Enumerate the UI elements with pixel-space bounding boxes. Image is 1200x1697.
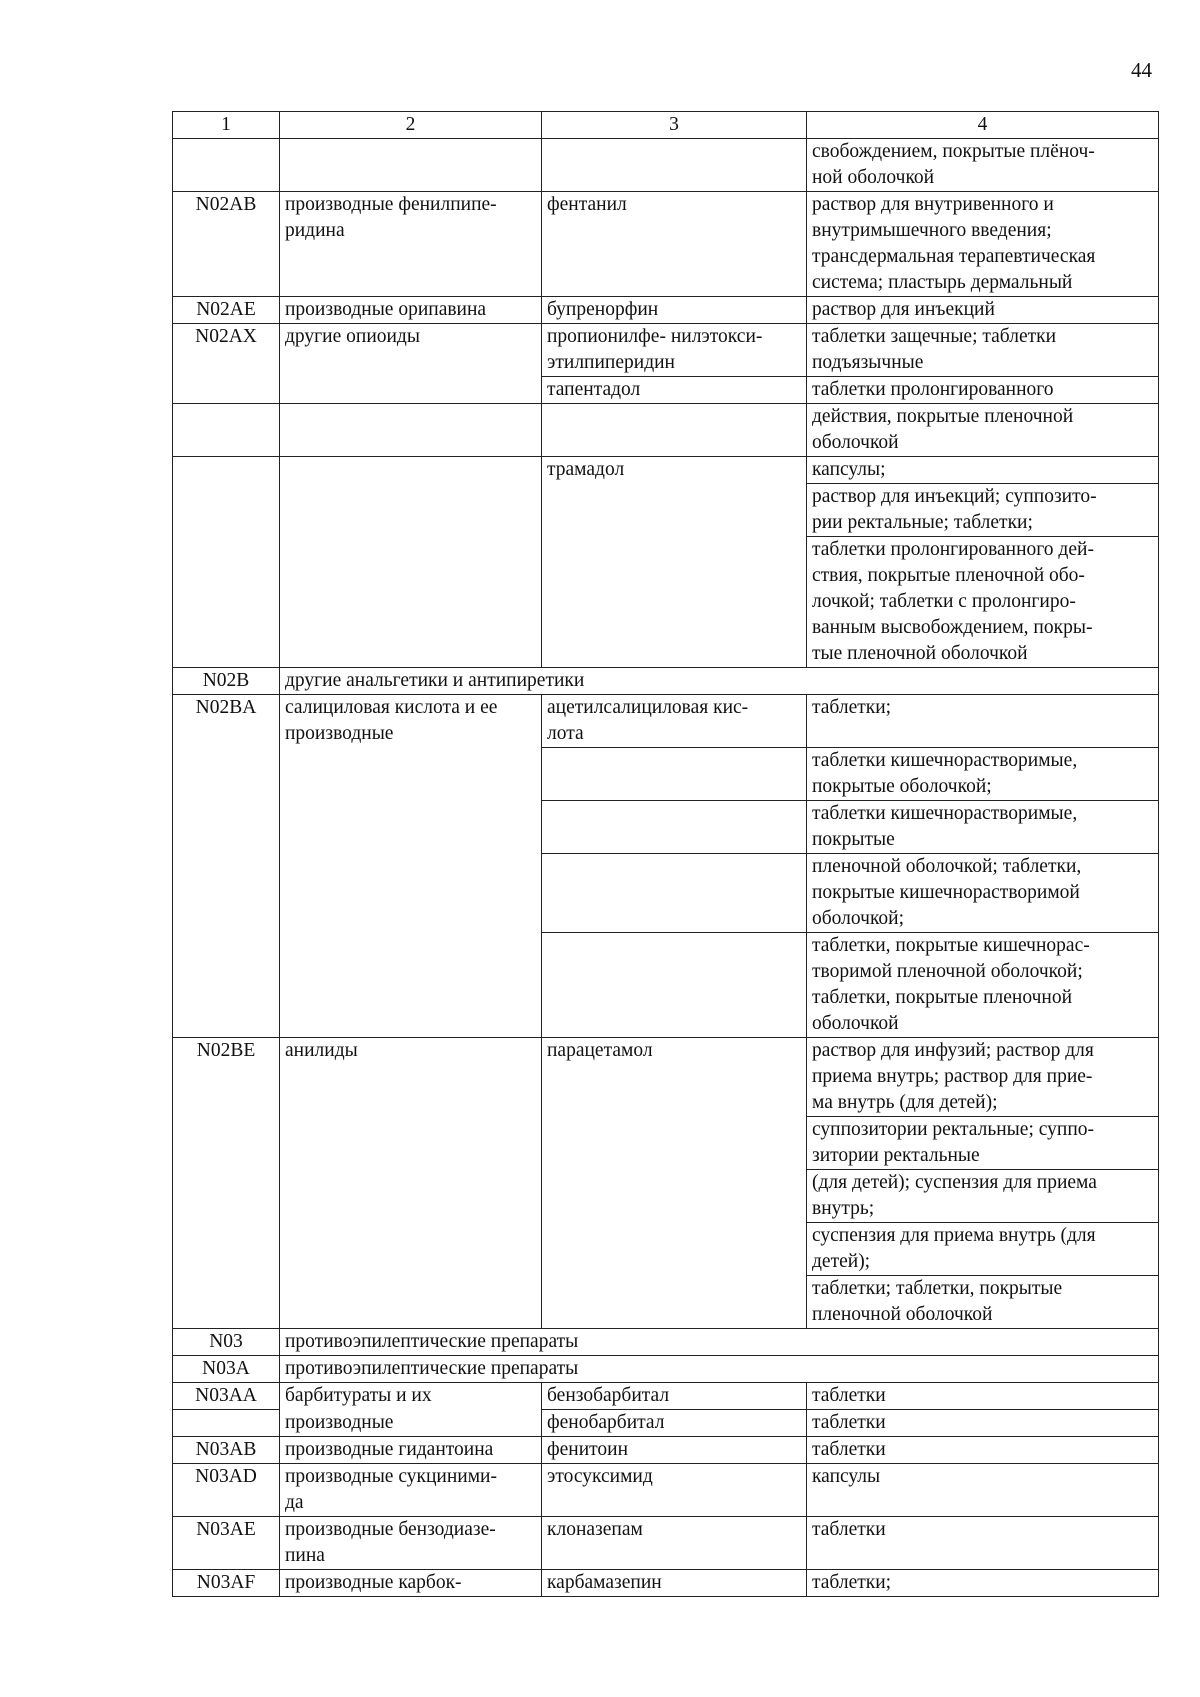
dosage-form-cell (807, 484, 1159, 537)
group-cell (280, 324, 542, 404)
dosage-form-cell (807, 192, 1159, 297)
cell-line: капсулы (812, 1466, 881, 1487)
table-row (173, 695, 1159, 748)
cell-line: анилиды (285, 1040, 358, 1061)
cell-line: суппозитории ректальные; суппо- (812, 1119, 1094, 1140)
table-row (173, 1437, 1159, 1464)
dosage-form-cell (807, 1170, 1159, 1223)
cell-line: производные гидантоина (285, 1439, 494, 1460)
cell-line: этосуксимид (547, 1466, 653, 1487)
group-cell (280, 1329, 1159, 1356)
dosage-form-cell (807, 537, 1159, 668)
cell-line: детей); (812, 1251, 871, 1272)
cell-line: производные (285, 1411, 394, 1433)
drug-name-cell (542, 1464, 807, 1517)
cell-line: раствор для инъекций; суппозито- (812, 486, 1097, 507)
cell-line: таблетки; (812, 697, 892, 718)
drug-name-cell (542, 1410, 807, 1437)
cell-line: оболочкой (812, 1013, 899, 1034)
cell-line: лочкой; таблетки с пролонгиро- (812, 591, 1076, 612)
dosage-form-cell (807, 933, 1159, 1038)
cell-line: таблетки, покрытые пленочной (812, 987, 1073, 1008)
cell-line: пина (285, 1545, 325, 1566)
cell-line: таблетки защечные; таблетки (812, 326, 1057, 347)
drug-table-frame (172, 111, 1158, 1597)
dosage-form-cell (807, 377, 1159, 404)
table-row (173, 1038, 1159, 1117)
dosage-form-cell (807, 1117, 1159, 1170)
cell-line: производные карбок- (285, 1572, 462, 1593)
cell-line: зитории ректальные (812, 1145, 980, 1166)
table-row (173, 1570, 1159, 1597)
cell-line: производные сукциними- (285, 1466, 497, 1487)
atc-code-cell: N03AF (173, 1570, 280, 1597)
atc-code-cell (173, 404, 280, 457)
group-cell (280, 1038, 542, 1329)
cell-line: таблетки, покрытые кишечнорас- (812, 935, 1090, 956)
cell-line: раствор для внутривенного и (812, 194, 1054, 215)
cell-line: раствор для инъекций (812, 299, 995, 320)
atc-code-cell: N02AX (173, 324, 280, 404)
group-cell (280, 1410, 542, 1437)
table-row (173, 457, 1159, 484)
header-cell: 4 (807, 112, 1159, 139)
drug-name-cell (542, 404, 807, 457)
cell-line: таблетки пролонгированного дей- (812, 539, 1094, 560)
drug-name-cell (542, 377, 807, 404)
dosage-form-cell (807, 1517, 1159, 1570)
cell-line: производные фенилпипе- (285, 194, 497, 215)
cell-line: свобождением, покрытые плёноч- (812, 141, 1095, 162)
cell-line: ствия, покрытые пленочной обо- (812, 565, 1085, 586)
header-cell: 3 (542, 112, 807, 139)
drug-name-cell (542, 1517, 807, 1570)
cell-line: тые пленочной оболочкой (812, 643, 1028, 664)
drug-name-cell (542, 457, 807, 668)
cell-line: противоэпилептические препараты (285, 1331, 579, 1352)
cell-line: (для детей); суспензия для приема (812, 1172, 1097, 1193)
table-row (173, 404, 1159, 457)
dosage-form-cell (807, 139, 1159, 192)
table-row (173, 139, 1159, 192)
cell-line: покрытые (812, 829, 895, 850)
dosage-form-cell (807, 748, 1159, 801)
group-cell (280, 1383, 542, 1410)
cell-line: бензобарбитал (547, 1385, 670, 1406)
dosage-form-cell (807, 695, 1159, 748)
drug-name-cell (542, 139, 807, 192)
group-cell (280, 668, 1159, 695)
cell-line: покрытые кишечнорастворимой (812, 882, 1080, 903)
atc-code-cell: N02BA (173, 695, 280, 1038)
cell-line: барбитураты и их (285, 1385, 432, 1406)
cell-line: производные бензодиазе- (285, 1519, 496, 1540)
table-row (173, 668, 1159, 695)
drug-name-cell (542, 1038, 807, 1329)
table-row (173, 1517, 1159, 1570)
cell-line: лота (547, 723, 584, 744)
cell-line: приема внутрь; раствор для прие- (812, 1066, 1093, 1087)
cell-line: таблетки (812, 1385, 886, 1406)
atc-code-cell (173, 139, 280, 192)
dosage-form-cell (807, 297, 1159, 324)
atc-code-cell: N02BE (173, 1038, 280, 1329)
cell-line: рии ректальные; таблетки; (812, 512, 1033, 533)
cell-line: действия, покрытые пленочной (812, 406, 1074, 427)
cell-line: противоэпилептические препараты (285, 1358, 579, 1379)
drug-name-cell (542, 1383, 807, 1410)
cell-line: оболочкой; (812, 908, 905, 929)
group-cell (280, 404, 542, 457)
group-cell (280, 1517, 542, 1570)
table-row (173, 1356, 1159, 1383)
cell-line: таблетки; таблетки, покрытые (812, 1278, 1063, 1299)
dosage-form-cell (807, 457, 1159, 484)
table-header-row (173, 112, 1159, 139)
cell-line: бупренорфин (547, 299, 659, 320)
dosage-form-cell (807, 324, 1159, 377)
cell-line: раствор для инфузий; раствор для (812, 1040, 1094, 1061)
table-row (173, 1329, 1159, 1356)
group-cell (280, 1356, 1159, 1383)
cell-line: внутрь; (812, 1198, 875, 1219)
cell-line: ной оболочкой (812, 167, 935, 188)
atc-code-cell: N03AA (173, 1383, 280, 1410)
cell-line: трамадол (547, 459, 625, 480)
cell-line: ванным высвобождением, покры- (812, 617, 1093, 638)
group-cell (280, 695, 542, 1038)
cell-line: таблетки кишечнорастворимые, (812, 803, 1078, 824)
drug-table (172, 111, 1159, 1597)
cell-line: другие опиоиды (285, 326, 420, 347)
drug-name-cell (542, 854, 807, 933)
page-number: 44 (1131, 58, 1152, 82)
cell-line: таблетки (812, 1519, 886, 1540)
cell-line: пленочной оболочкой (812, 1304, 993, 1325)
atc-code-cell: N02AE (173, 297, 280, 324)
header-cell: 2 (280, 112, 542, 139)
table-row (173, 1383, 1159, 1410)
atc-code-cell: N02B (173, 668, 280, 695)
drug-name-cell (542, 1570, 807, 1597)
group-cell (280, 139, 542, 192)
drug-name-cell (542, 801, 807, 854)
table-row (173, 1410, 1159, 1437)
cell-line: подъязычные (812, 352, 924, 373)
table-row (173, 192, 1159, 297)
cell-line: салициловая кислота и ее (285, 697, 498, 718)
atc-code-cell: N03AE (173, 1517, 280, 1570)
group-cell (280, 1570, 542, 1597)
atc-code-cell: N03A (173, 1356, 280, 1383)
group-cell (280, 1437, 542, 1464)
cell-line: ацетилсалициловая кис- (547, 697, 749, 718)
group-cell (280, 1464, 542, 1517)
cell-line: таблетки пролонгированного (812, 379, 1054, 400)
drug-name-cell (542, 748, 807, 801)
cell-line: ма внутрь (для детей); (812, 1092, 998, 1113)
cell-line: творимой пленочной оболочкой; (812, 961, 1083, 982)
cell-line: ридина (285, 220, 345, 241)
cell-line: пропионилфе- нилэтокси- (547, 326, 763, 347)
dosage-form-cell (807, 801, 1159, 854)
atc-code-cell (173, 1410, 280, 1437)
cell-line: таблетки (812, 1412, 886, 1433)
dosage-form-cell (807, 1276, 1159, 1329)
drug-name-cell (542, 1437, 807, 1464)
cell-line: суспензия для приема внутрь (для (812, 1225, 1096, 1246)
cell-line: фенобарбитал (547, 1412, 665, 1433)
cell-line: пленочной оболочкой; таблетки, (812, 856, 1082, 877)
cell-line: таблетки; (812, 1572, 892, 1593)
drug-name-cell (542, 695, 807, 748)
group-cell (280, 457, 542, 668)
cell-line: парацетамол (547, 1040, 653, 1061)
drug-name-cell (542, 324, 807, 377)
dosage-form-cell (807, 1223, 1159, 1276)
drug-name-cell (542, 297, 807, 324)
cell-line: производные (285, 723, 394, 744)
dosage-form-cell (807, 1437, 1159, 1464)
cell-line: тапентадол (547, 379, 641, 400)
atc-code-cell: N02AB (173, 192, 280, 297)
cell-line: фенитоин (547, 1439, 629, 1460)
dosage-form-cell (807, 1038, 1159, 1117)
dosage-form-cell (807, 854, 1159, 933)
cell-line: система; пластырь дермальный (812, 272, 1073, 293)
cell-line: клоназепам (547, 1519, 643, 1540)
cell-line: таблетки (812, 1439, 886, 1460)
cell-line: карбамазепин (547, 1572, 662, 1593)
drug-name-cell (542, 192, 807, 297)
atc-code-cell: N03AB (173, 1437, 280, 1464)
group-cell (280, 297, 542, 324)
dosage-form-cell (807, 404, 1159, 457)
table-row (173, 324, 1159, 377)
atc-code-cell: N03 (173, 1329, 280, 1356)
dosage-form-cell (807, 1383, 1159, 1410)
cell-line: трансдермальная терапевтическая (812, 246, 1096, 267)
cell-line: этилпиперидин (547, 352, 675, 373)
cell-line: да (285, 1492, 304, 1513)
table-row (173, 1464, 1159, 1517)
dosage-form-cell (807, 1410, 1159, 1437)
cell-line: другие анальгетики и антипиретики (285, 670, 585, 691)
cell-line: оболочкой (812, 432, 899, 453)
atc-code-cell (173, 457, 280, 668)
cell-line: фентанил (547, 194, 627, 215)
dosage-form-cell (807, 1464, 1159, 1517)
table-row (173, 297, 1159, 324)
atc-code-cell: N03AD (173, 1464, 280, 1517)
drug-name-cell (542, 933, 807, 1038)
group-cell (280, 192, 542, 297)
cell-line: производные орипавина (285, 299, 487, 320)
header-cell: 1 (173, 112, 280, 139)
cell-line: внутримышечного введения; (812, 220, 1052, 241)
cell-line: капсулы; (812, 459, 886, 480)
dosage-form-cell (807, 1570, 1159, 1597)
cell-line: таблетки кишечнорастворимые, (812, 750, 1078, 771)
cell-line: покрытые оболочкой; (812, 776, 992, 797)
